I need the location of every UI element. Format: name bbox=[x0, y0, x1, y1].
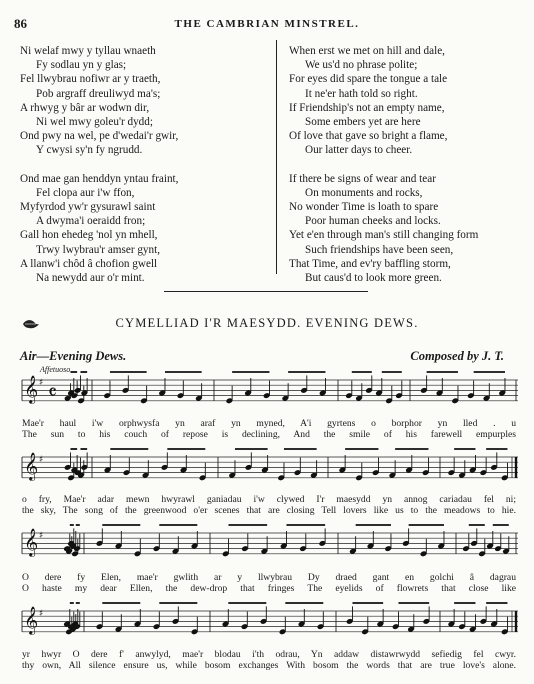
running-title: THE CAMBRIAN MINSTREL. bbox=[174, 18, 360, 30]
poem-line: Ni wel mwy goleu'r dydd; bbox=[36, 115, 153, 128]
song-title: CYMELLIAD I'R MAESYDD. EVENING DEWS. bbox=[115, 316, 419, 330]
poem-line: On monuments and rocks, bbox=[305, 186, 423, 199]
poem-line: Pob argraff dreuliwyd ma's; bbox=[36, 87, 161, 100]
poem-line: Of love that gave so bright a flame, bbox=[289, 130, 448, 143]
poem-line: A dwyma'i oeraidd fron; bbox=[36, 215, 146, 228]
poem-line: Gall hon ehedeg 'nol yn mhell, bbox=[20, 229, 158, 242]
poem-line: Poor human cheeks and locks. bbox=[305, 215, 441, 228]
lyric-english-line: The sun to his couch of repose is declining, And the smile of his farewell empurples bbox=[22, 429, 516, 440]
poem-line: Na newydd aur o'r mint. bbox=[36, 272, 145, 284]
poem-line: Yet e'en through man's still changing form bbox=[289, 229, 479, 242]
poem-line: Our latter days to cheer. bbox=[305, 144, 413, 157]
sharp-icon: ♯ bbox=[39, 455, 44, 465]
treble-clef-icon: 𝄞 bbox=[24, 528, 39, 556]
poem-line: For eyes did spare the tongue a tale bbox=[289, 73, 448, 86]
poem-line: Fel clopa aur i'w ffon, bbox=[36, 186, 135, 199]
composer-credit: Composed by J. T. bbox=[410, 349, 504, 363]
time-signature-icon: 𝄴 bbox=[48, 380, 57, 404]
lyric-english-line: O haste my dear Ellen, the dew-drop that fringes The eyelids of flowrets that close like bbox=[22, 583, 516, 594]
lyric-welsh-line: Mae'r haul i'w orphwysfa yn araf yn myned, A'i gyrtens o borphor yn lled . u bbox=[22, 418, 516, 429]
poem-line: Ni welaf mwy y tyllau wnaeth bbox=[20, 45, 156, 57]
treble-clef-icon: 𝄞 bbox=[24, 375, 39, 403]
poem-line: When erst we met on hill and dale, bbox=[289, 45, 445, 57]
poem-line: Fel llwybrau nofiwr ar y traeth, bbox=[20, 73, 161, 86]
poem-line: If there be signs of wear and tear bbox=[289, 172, 436, 185]
tempo-marking: Affetuoso. bbox=[40, 365, 73, 374]
poem-line: Y cwysi sy'n fy ngrudd. bbox=[36, 144, 143, 157]
lyric-welsh-line: O dere fy Elen, mae'r gwlith ar y llwybrau Dy draed gant en golchi â dagrau bbox=[22, 572, 516, 583]
poem-line: A rhwyg y bâr ar wodwn dir, bbox=[20, 101, 150, 114]
poem-line: Ond pwy na wel, pe d'wedai'r gwir, bbox=[20, 130, 179, 143]
page-number: 86 bbox=[14, 16, 27, 31]
poem-line: We us'd no phrase polite; bbox=[305, 59, 418, 72]
treble-clef-icon: 𝄞 bbox=[24, 452, 39, 480]
treble-clef-icon: 𝄞 bbox=[24, 606, 39, 634]
sharp-icon: ♯ bbox=[39, 609, 44, 619]
poem-line: Fy sodlau yn y glas; bbox=[36, 59, 127, 72]
poem-line: If Friendship's not an empty name, bbox=[289, 101, 445, 114]
sharp-icon: ♯ bbox=[39, 531, 44, 541]
sharp-icon: ♯ bbox=[39, 378, 44, 388]
poem-line: Some embers yet are here bbox=[305, 115, 421, 128]
poem-line: Myfyrdod yw'r gysurawl saint bbox=[20, 201, 156, 214]
poem-line: A llanw'i chôd â chofion gwell bbox=[20, 257, 158, 270]
poem-line: But caus'd to look more green. bbox=[305, 272, 442, 284]
poem-line: That Time, and ev'ry baffling storm, bbox=[289, 257, 451, 270]
lyric-english-line: the sky, The song of the greenwood o'er scenes that are closing Tell lovers like us to the meadows to hie. bbox=[22, 505, 516, 516]
poem-line: Such friendships have been seen, bbox=[305, 243, 454, 256]
lyric-english-line: thy own, All silence ensure us, while bosom exchanges With bosom the words that are true love's alone. bbox=[22, 660, 516, 671]
air-credit: Air—Evening Dews. bbox=[20, 349, 127, 363]
poem-line: Ond mae gan henddyn yntau fraint, bbox=[20, 172, 179, 185]
poem-line: No wonder Time is loath to spare bbox=[289, 201, 439, 214]
poem-line: It ne'er hath told so right. bbox=[305, 87, 418, 100]
poem-line: Trwy lwybrau'r amser gynt, bbox=[36, 243, 161, 256]
lyric-welsh-line: o fry, Mae'r adar mewn hwyrawl ganiadau i'w clywed I'r maesydd yn annog cariadau fel ni; bbox=[22, 494, 516, 505]
lyric-welsh-line: yr hwyr O dere f' anwylyd, mae'r blodau i'th odrau, Yn addaw distawrwydd sefiedig fel cwyr. bbox=[22, 649, 516, 660]
